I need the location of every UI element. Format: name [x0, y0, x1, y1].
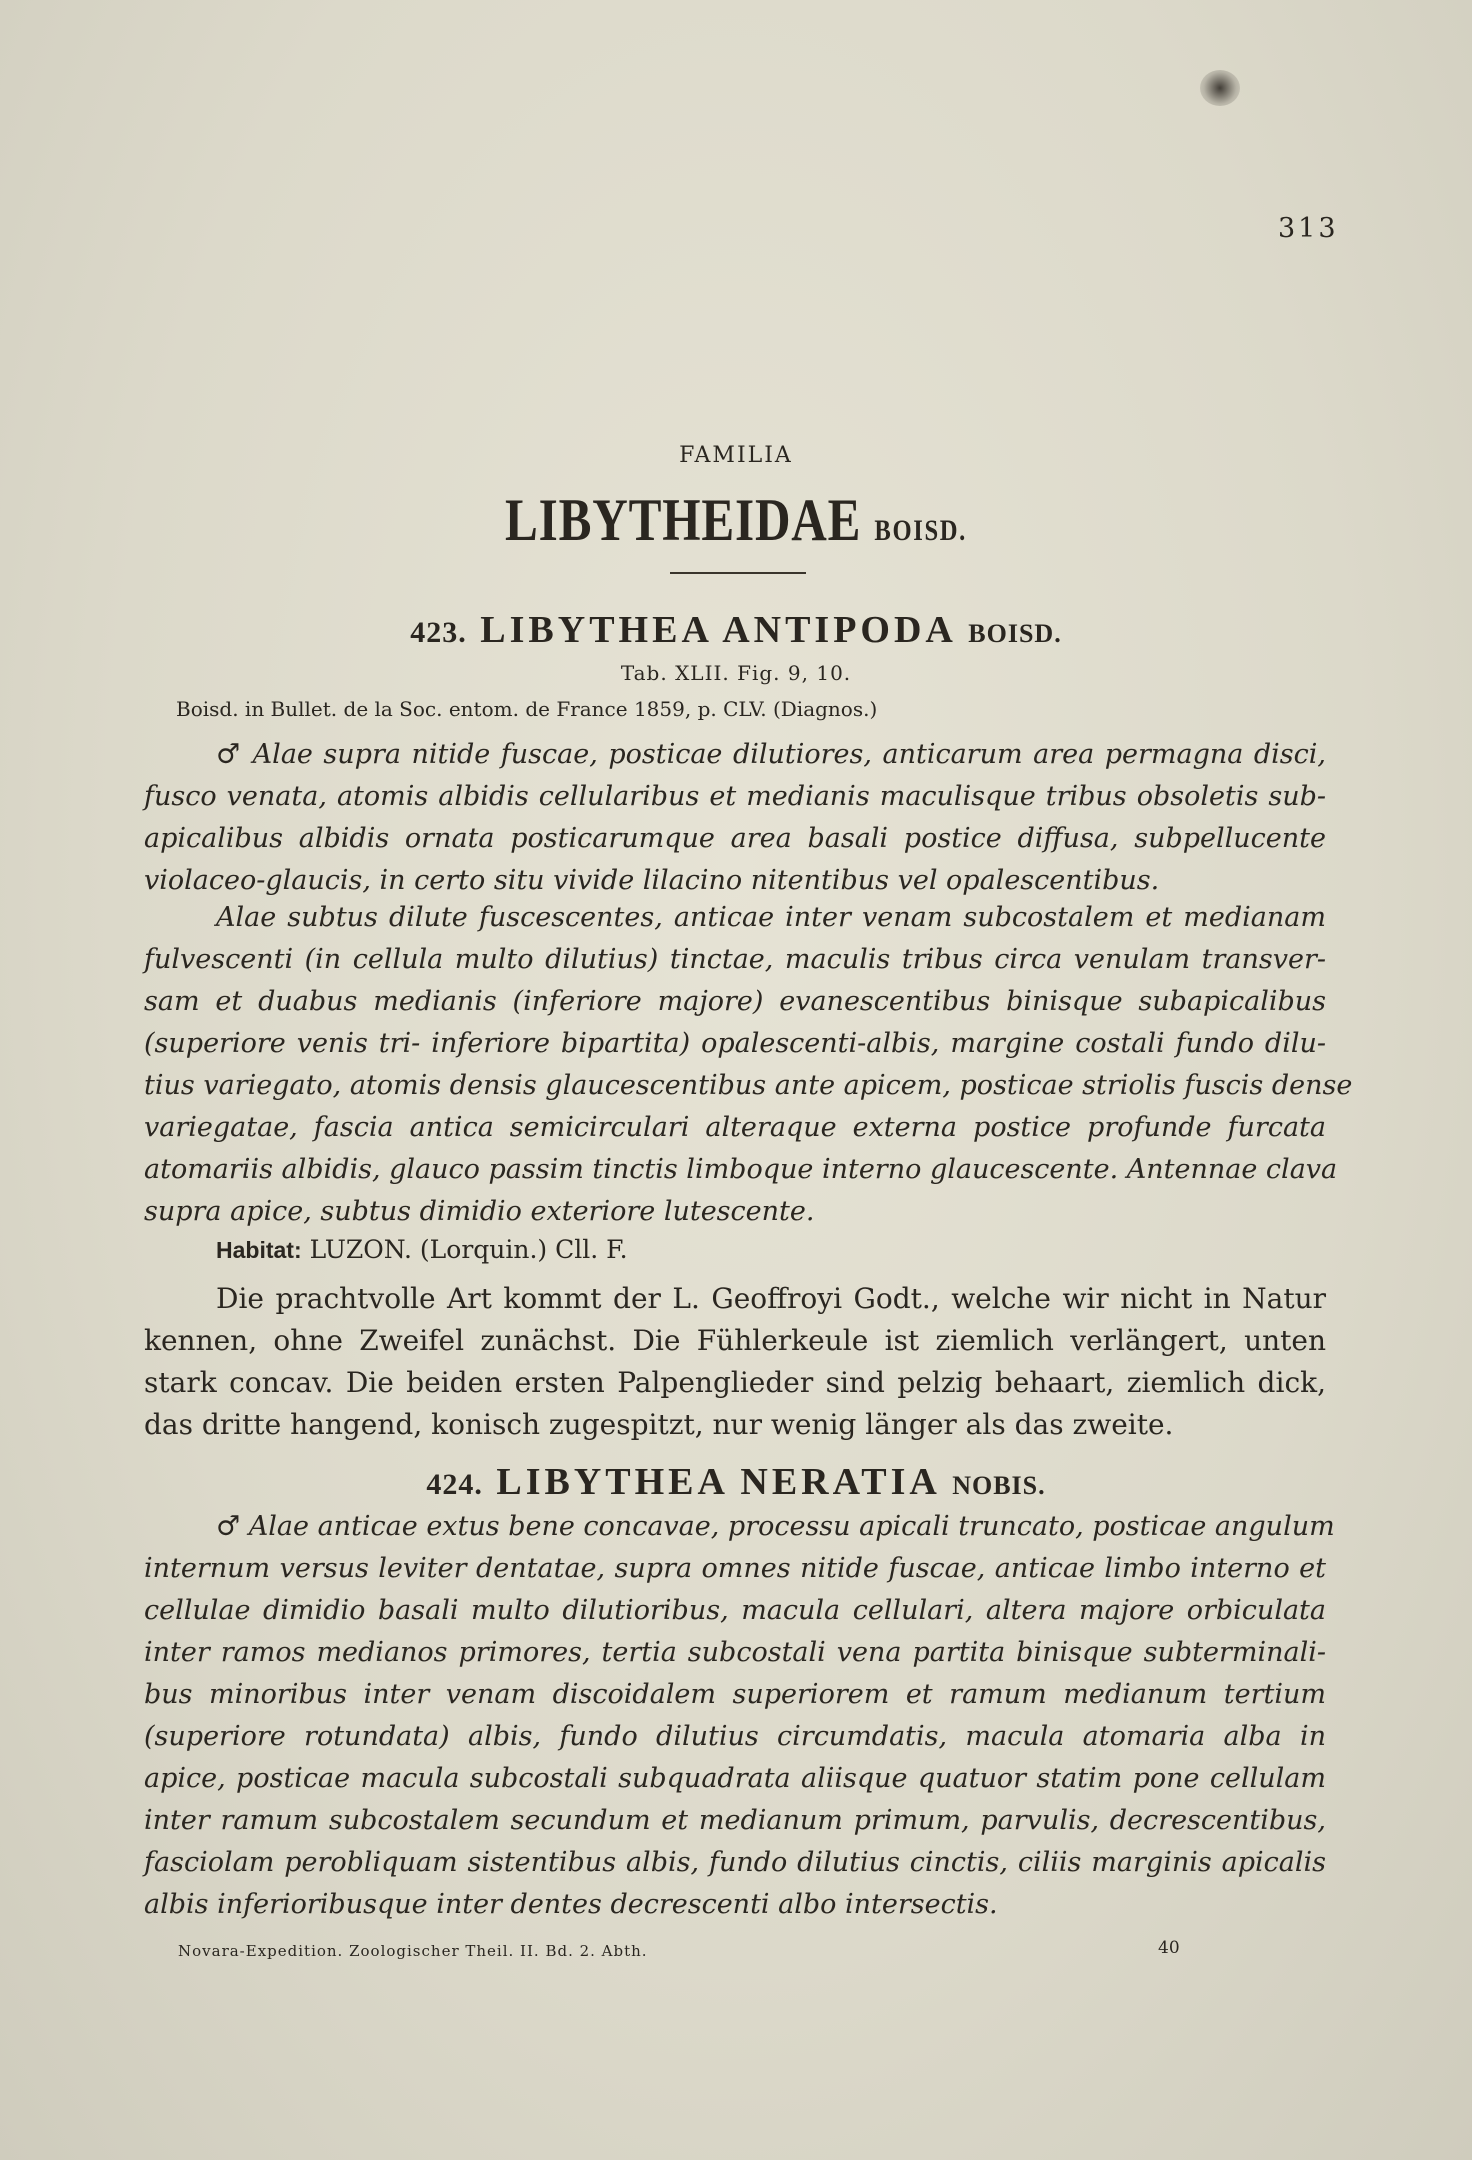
species-424-name: LIBYTHEA NERATIA	[496, 1461, 939, 1503]
species-423-citation: Boisd. in Bullet. de la Soc. entom. de France 1859, p. CLV. (Diagnos.)	[176, 697, 878, 721]
text-line: sam et duabus medianis (inferiore majore) evanescentibus binisque subapicalibus	[144, 986, 1326, 1017]
species-424-description	[144, 1506, 1335, 1926]
family-heading	[132, 486, 1339, 555]
species-423-description-upper	[144, 734, 1326, 902]
footer-series-title: Novara-Expedition. Zoologischer Theil. II. Bd. 2. Abth.	[178, 1942, 648, 1960]
text-line: tius variegato, atomis densis glaucescentibus ante apicem, posticae striolis fuscis dense	[144, 1070, 1353, 1101]
text-line: inter ramum subcostalem secundum et medianum primum, parvulis, decrescentibus,	[144, 1805, 1326, 1836]
text-line: fasciolam perobliquam sistentibus albis, fundo dilutius cinctis, ciliis marginis apicalis	[144, 1847, 1326, 1878]
text-line: das dritte hangend, konisch zugespitzt, nur wenig länger als das zweite.	[144, 1408, 1174, 1441]
text-line: stark concav. Die beiden ersten Palpenglieder sind pelzig behaart, ziemlich dick,	[144, 1366, 1326, 1399]
text-line: Alae subtus dilute fuscescentes, anticae inter venam subcostalem et medianam	[216, 902, 1326, 933]
footer-signature-number: 40	[1158, 1938, 1180, 1958]
text-line: supra apice, subtus dimidio exteriore lutescente.	[144, 1196, 815, 1227]
species-424-author: NOBIS.	[952, 1471, 1046, 1500]
text-line: ♂ Alae anticae extus bene concavae, processu apicali truncato, posticae angulum	[216, 1511, 1335, 1542]
text-line: apice, posticae macula subcostali subquadrata aliisque quatuor statim pone cellulam	[144, 1763, 1326, 1794]
ink-smudge	[1200, 70, 1240, 106]
text-line: fusco venata, atomis albidis cellularibus et medianis maculisque tribus obsoletis sub-	[144, 781, 1326, 812]
text-line: (superiore rotundata) albis, fundo dilutius circumdatis, macula atomaria alba in	[144, 1721, 1326, 1752]
text-line: atomariis albidis, glauco passim tinctis limboque interno glaucescente. Antennae clava	[144, 1154, 1338, 1185]
family-name: LIBYTHEIDAE	[505, 487, 862, 553]
species-424-heading	[0, 1460, 1472, 1504]
heading-rule	[670, 572, 806, 574]
species-424-number: 424.	[426, 1468, 483, 1501]
species-423-author: BOISD.	[968, 619, 1062, 648]
familia-label: FAMILIA	[679, 443, 793, 468]
text-line: albis inferioribusque inter dentes decrescenti albo intersectis.	[144, 1889, 998, 1920]
page-number: 313	[1278, 213, 1339, 244]
species-423-remarks	[144, 1278, 1326, 1446]
text-line: internum versus leviter dentatae, supra omnes nitide fuscae, anticae limbo interno et	[144, 1553, 1326, 1584]
text-line: bus minoribus inter venam discoidalem superiorem et ramum medianum tertium	[144, 1679, 1326, 1710]
text-line: variegatae, fascia antica semicirculari alteraque externa postice profunde furcata	[144, 1112, 1326, 1143]
species-423-description-under	[144, 897, 1353, 1233]
species-423-plate-ref: Tab. XLII. Fig. 9, 10.	[620, 661, 852, 685]
text-line: apicalibus albidis ornata posticarumque area basali postice diffusa, subpellucente	[144, 823, 1326, 854]
habitat-value: LUZON. (Lorquin.) Cll. F.	[309, 1235, 628, 1264]
habitat-label: Habitat:	[216, 1237, 302, 1263]
text-line: Die prachtvolle Art kommt der L. Geoffroyi Godt., welche wir nicht in Natur	[216, 1282, 1326, 1315]
text-line: violaceo-glaucis, in certo situ vivide lilacino nitentibus vel opalescentibus.	[144, 865, 1160, 896]
text-line: (superiore venis tri- inferiore bipartita) opalescenti-albis, margine costali fundo dilu-	[144, 1028, 1326, 1059]
family-author: BOISD.	[874, 514, 967, 547]
species-423-number: 423.	[410, 616, 467, 649]
species-423-habitat	[216, 1235, 628, 1264]
text-line: inter ramos medianos primores, tertia subcostali vena partita binisque subterminali-	[144, 1637, 1326, 1668]
text-line: cellulae dimidio basali multo dilutioribus, macula cellulari, altera majore orbiculata	[144, 1595, 1326, 1626]
text-line: ♂ Alae supra nitide fuscae, posticae dilutiores, anticarum area permagna disci,	[216, 739, 1326, 770]
species-423-name: LIBYTHEA ANTIPODA	[480, 609, 955, 651]
text-line: fulvescenti (in cellula multo dilutius) tinctae, maculis tribus circa venulam transver-	[144, 944, 1326, 975]
text-line: kennen, ohne Zweifel zunächst. Die Fühlerkeule ist ziemlich verlängert, unten	[144, 1324, 1326, 1357]
species-423-heading	[0, 608, 1472, 652]
